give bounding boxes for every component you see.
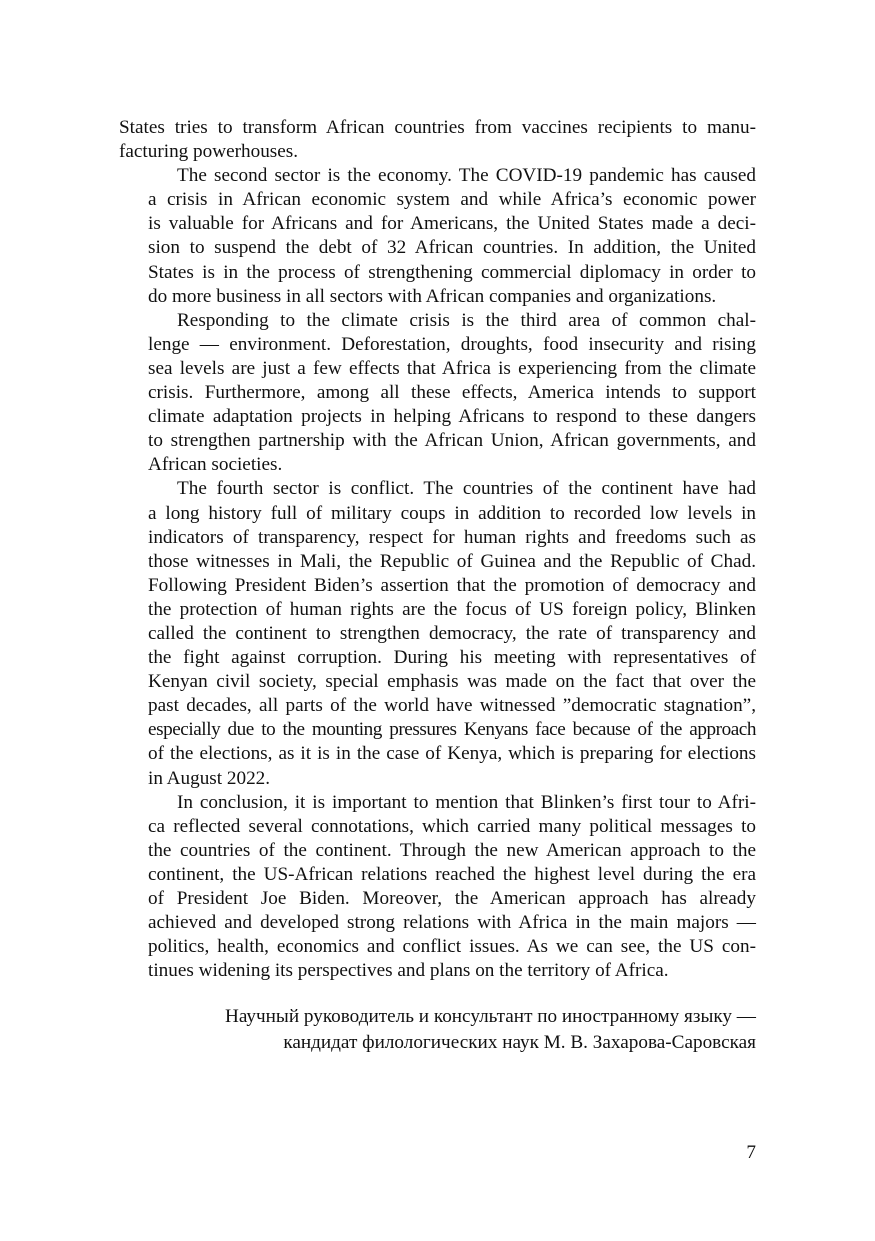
- text-line: crisis. Furthermore, among all these effects, America intends to support: [148, 382, 756, 404]
- attribution-line-1: Научный руководитель и консультант по иностранному языку —: [225, 1006, 756, 1027]
- text-line: tinues widening its perspectives and plans on the territory of Africa.: [148, 960, 669, 982]
- text-line: States is in the process of strengthening commercial diplomacy in order to: [148, 261, 756, 283]
- text-line: In conclusion, it is important to mention that Blinken’s first tour to Afri-: [177, 791, 756, 813]
- paragraph-4: [119, 477, 756, 790]
- text-line: Responding to the climate crisis is the third area of common chal-: [177, 309, 756, 331]
- text-line: in August 2022.: [148, 767, 271, 789]
- text-line: facturing powerhouses.: [119, 141, 299, 163]
- attribution-line-2: кандидат филологических наук М. В. Захарова-Саровская: [283, 1032, 756, 1053]
- text-line: continent, the US-African relations reached the highest level during the era: [148, 863, 756, 885]
- text-line: the countries of the continent. Through the new American approach to the: [148, 839, 756, 861]
- text-line: do more business in all sectors with African companies and organizations.: [148, 285, 717, 307]
- document-body: [119, 116, 756, 983]
- page-number: 7: [746, 1142, 756, 1163]
- text-line: The fourth sector is conflict. The countries of the continent have had: [177, 478, 756, 500]
- text-line: past decades, all parts of the world have witnessed ”democratic stagnation”,: [148, 695, 756, 717]
- text-line: sion to suspend the debt of 32 African countries. In addition, the United: [148, 237, 756, 259]
- text-line: States tries to transform African countries from vaccines recipients to manu-: [119, 117, 756, 138]
- paragraph-5: [119, 791, 756, 984]
- text-line: African societies.: [148, 454, 283, 476]
- text-line: lenge — environment. Deforestation, droughts, food insecurity and rising: [148, 333, 756, 355]
- text-line: especially due to the mounting pressures Kenyans face because of the approach: [148, 719, 756, 741]
- text-line: politics, health, economics and conflict issues. As we can see, the US con-: [148, 936, 756, 958]
- text-line: Kenyan civil society, special emphasis was made on the fact that over the: [148, 671, 756, 693]
- text-line: to strengthen partnership with the African Union, African governments, and: [148, 430, 756, 452]
- text-line: climate adaptation projects in helping Africans to respond to these dangers: [148, 406, 756, 428]
- text-line: ca reflected several connotations, which carried many political messages to: [148, 815, 756, 837]
- text-line: indicators of transparency, respect for human rights and freedoms such as: [148, 526, 756, 548]
- text-line: achieved and developed strong relations with Africa in the main majors —: [148, 912, 756, 934]
- paragraph-2: [119, 164, 756, 309]
- text-line: of the elections, as it is in the case of Kenya, which is preparing for elections: [148, 743, 756, 765]
- text-line: Following President Biden’s assertion that the promotion of democracy and: [148, 574, 756, 596]
- text-line: sea levels are just a few effects that Africa is experiencing from the climate: [148, 357, 756, 379]
- text-line: is valuable for Africans and for Americans, the United States made a deci-: [148, 213, 756, 235]
- text-line: a crisis in African economic system and while Africa’s economic power: [148, 189, 756, 211]
- text-line: those witnesses in Mali, the Republic of Guinea and the Republic of Chad.: [148, 550, 756, 572]
- text-line: the fight against corruption. During his meeting with representatives of: [148, 647, 756, 669]
- text-line: The second sector is the economy. The COVID-19 pandemic has caused: [177, 165, 756, 187]
- paragraph-1: [119, 116, 756, 164]
- text-line: called the continent to strengthen democracy, the rate of transparency and: [148, 622, 756, 644]
- text-line: of President Joe Biden. Moreover, the American approach has already: [148, 888, 756, 909]
- text-line: a long history full of military coups in addition to recorded low levels in: [148, 502, 756, 524]
- paragraph-3: [119, 309, 756, 478]
- text-line: the protection of human rights are the focus of US foreign policy, Blinken: [148, 598, 756, 620]
- supervisor-attribution: [119, 1004, 756, 1056]
